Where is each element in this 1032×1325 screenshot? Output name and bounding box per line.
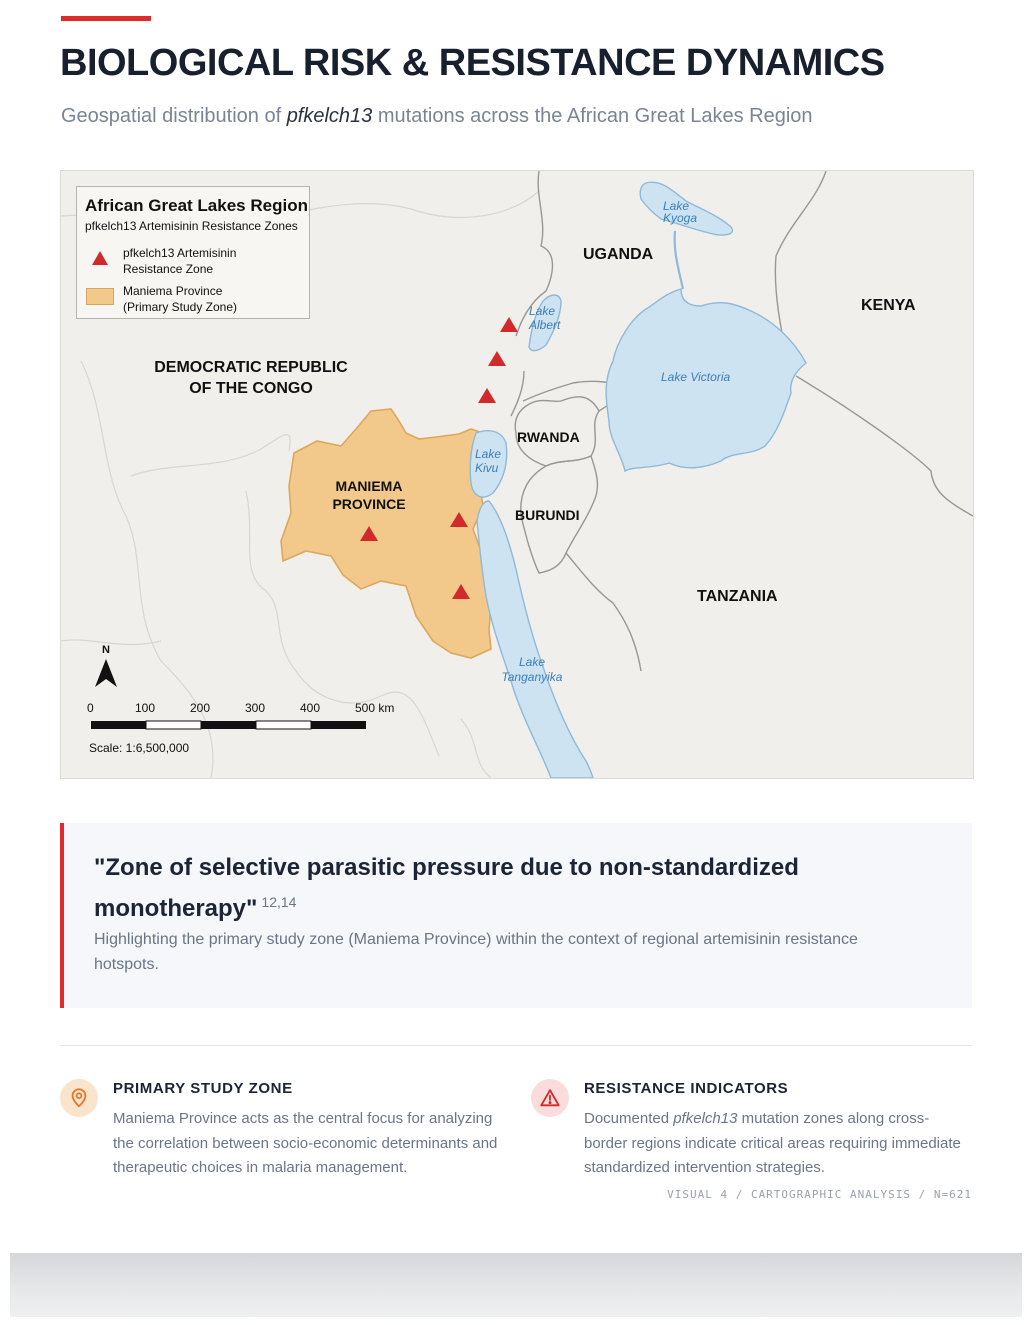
label-lake-albert (529, 304, 560, 332)
resistance-marker-1 (500, 317, 518, 332)
legend-item-resistance-line1: pfkelch13 Artemisinin (123, 246, 237, 260)
resistance-marker-2 (488, 351, 506, 366)
label-lake-albert-line2: Albert (529, 318, 561, 332)
scale-text: Scale: 1:6,500,000 (89, 741, 190, 755)
label-rwanda: RWANDA (517, 429, 580, 445)
scale-tick-200: 200 (190, 701, 211, 715)
legend-title: African Great Lakes Region (85, 196, 308, 215)
feature-body-resistance-end: mutation zones along cross-border regions indicate critical areas requiring immediate standardized intervention strategies. (584, 1110, 961, 1176)
label-lake-albert-line1: Lake (529, 304, 556, 318)
label-drc (141, 357, 361, 399)
maniema-province (281, 409, 491, 658)
label-kenya: KENYA (861, 297, 916, 314)
scale-bar (91, 721, 366, 729)
label-lake-kivu-line1: Lake (475, 447, 502, 461)
quote-description: Highlighting the primary study zone (Maniema Province) within the context of regional artemisinin resistance hotspots. (94, 931, 858, 973)
label-lake-victoria: Lake Victoria (661, 370, 731, 384)
feature-body-resistance (584, 1107, 969, 1181)
label-lake-kivu-line2: Kivu (475, 461, 499, 475)
legend-swatch-province (86, 288, 114, 305)
scale-tick-100: 100 (135, 701, 156, 715)
scale-tick-500: 500 km (355, 701, 395, 715)
quote-card (60, 823, 972, 1008)
river-nile (675, 231, 683, 289)
label-uganda: UGANDA (583, 246, 654, 263)
accent-bar (61, 16, 151, 21)
resistance-map (60, 170, 974, 779)
label-maniema-line2: PROVINCE (332, 496, 406, 512)
feature-body-resistance-start: Documented (584, 1110, 674, 1127)
label-lake-kyoga (663, 200, 697, 224)
label-lake-tanganyika-line2: Tanganyika (501, 670, 563, 684)
border-tz-west (566, 553, 641, 671)
legend-item-resistance (123, 245, 303, 277)
label-lake-kyoga-line1: Lake (663, 199, 690, 213)
label-lake-tanganyika-line1: Lake (518, 655, 546, 669)
feature-heading-study-zone: PRIMARY STUDY ZONE (113, 1080, 293, 1097)
legend-subtitle: pfkelch13 Artemisinin Resistance Zones (85, 219, 298, 233)
label-drc-line1: DEMOCRATIC REPUBLIC (154, 359, 348, 376)
map-legend (76, 186, 310, 319)
label-tanzania: TANZANIA (697, 588, 778, 605)
feature-heading-resistance: RESISTANCE INDICATORS (584, 1080, 789, 1097)
label-maniema (319, 477, 419, 513)
warning-triangle-icon (531, 1079, 569, 1117)
resistance-marker-3 (478, 388, 496, 403)
scale-tick-0: 0 (87, 701, 94, 715)
visual-caption: VISUAL 4 / CARTOGRAPHIC ANALYSIS / N=621 (667, 1188, 972, 1201)
page-bottom-shadow (10, 1253, 1022, 1317)
label-lake-tanganyika (501, 655, 563, 685)
label-lake-kyoga-line2: Kyoga (663, 211, 698, 225)
label-lake-kivu (475, 447, 501, 475)
label-maniema-line1: MANIEMA (335, 478, 403, 494)
legend-item-province-line1: Maniema Province (123, 284, 223, 298)
scale-tick-400: 400 (300, 701, 321, 715)
feature-body-study-zone: Maniema Province acts as the central focus for analyzing the correlation between socio-economic determinants and therapeutic choices in malaria management. (113, 1110, 498, 1176)
north-label: N (102, 644, 110, 656)
page-title: BIOLOGICAL RISK & RESISTANCE DYNAMICS (60, 42, 885, 84)
lakes (470, 182, 806, 778)
label-burundi: BURUNDI (515, 507, 580, 523)
feature-body-resistance-gene: pfkelch13 (673, 1110, 738, 1127)
section-divider (60, 1045, 972, 1046)
subtitle-text-end: mutations across the African Great Lakes Region (372, 105, 813, 127)
quote-body: "Zone of selective parasitic pressure due to non-standardized monotherapy" (94, 854, 799, 922)
legend-item-province (123, 283, 303, 315)
quote-text (94, 851, 854, 926)
legend-marker-icon (92, 251, 108, 265)
legend-item-province-line2: (Primary Study Zone) (123, 300, 238, 314)
page-subtitle (61, 105, 813, 128)
subtitle-gene-name: pfkelch13 (286, 105, 373, 127)
label-drc-line2: OF THE CONGO (189, 380, 313, 397)
location-pin-icon (60, 1079, 98, 1117)
lake-tanganyika (477, 501, 593, 778)
north-arrow-icon (95, 659, 117, 687)
quote-references: 12,14 (261, 894, 297, 910)
scale-tick-300: 300 (245, 701, 266, 715)
border-kenya-tz (796, 376, 973, 516)
legend-item-resistance-line2: Resistance Zone (123, 262, 214, 276)
subtitle-text-start: Geospatial distribution of (61, 105, 287, 127)
